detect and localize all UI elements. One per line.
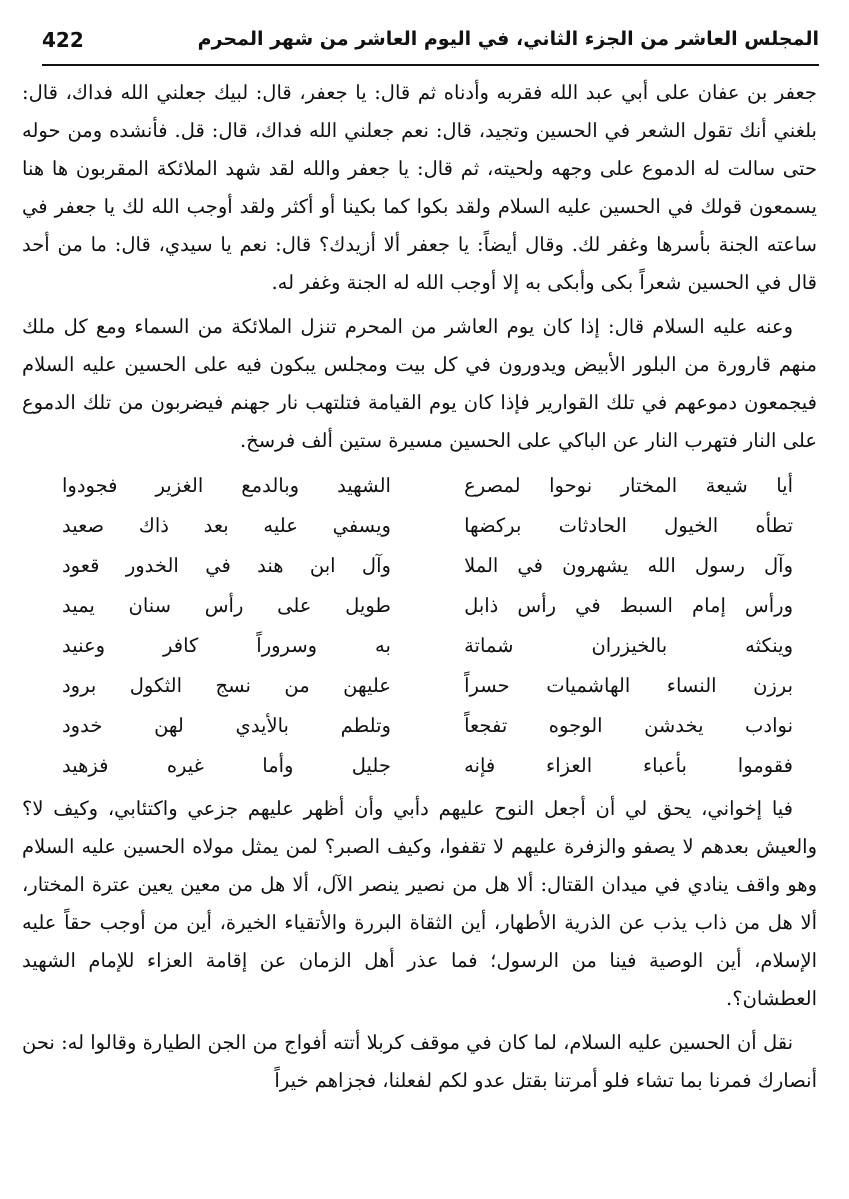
page-body	[22, 74, 817, 1106]
poem-verse	[62, 506, 793, 546]
poem-verse	[62, 586, 793, 626]
poem-verse	[62, 666, 793, 706]
verse-first-hemistich: نوادب يخدشن الوجوه تفجعاً	[464, 714, 793, 737]
poem-verse	[62, 546, 793, 586]
verse-first-hemistich: فقوموا بأعباء العزاء فإنه	[464, 754, 793, 777]
verse-first-hemistich: أيا شيعة المختار نوحوا لمصرع	[464, 474, 793, 497]
verse-second-hemistich: به وسروراً كافر وعنيد	[62, 634, 391, 657]
paragraph: جعفر بن عفان على أبي عبد الله فقربه وأدناه ثم قال: يا جعفر، قال: لبيك جعلني الله فداك، قال: بلغني أنك تقول الشعر في الحسين وتجيد، قال: نعم جعلني الله فداك، قال: قل. فأنشده ومن حوله حتى سالت له الدموع على وجهه ولحيته، ثم قال: يا جعفر والله لقد شهد الملائكة المقربون ها هنا يسمعون قولك في الحسين عليه السلام ولقد بكوا كما بكينا أو أكثر ولقد أوجب الله لك يا جعفر في ساعته الجنة بأسرها وغفر لك. وقال أيضاً: يا جعفر ألا أزيدك؟ قال: نعم يا سيدي، قال: ما من أحد قال في الحسين شعراً بكى وأبكى به إلا أوجب الله له الجنة وغفر له.	[22, 81, 817, 294]
verse-first-hemistich: وينكثه بالخيزران شماتة	[464, 634, 793, 657]
verse-second-hemistich: طويل على رأس سنان يميد	[62, 594, 391, 617]
poem-verse	[62, 746, 793, 786]
running-header-title: المجلس العاشر من الجزء الثاني، في اليوم العاشر من شهر المحرم	[197, 28, 819, 50]
verse-second-hemistich: ويسفي عليه بعد ذاك صعيد	[62, 514, 391, 537]
paragraph: فيا إخواني، يحق لي أن أجعل النوح عليهم دأبي وأن أظهر عليهم جزعي واكتئابي، وكيف لا؟ والعيش بعدهم لا يصفو والزفرة عليهم لا تقفوا، وكيف الصبر؟ لمن يمثل مولاه الحسين عليه السلام وهو واقف ينادي في ميدان القتال: ألا هل من نصير ينصر الآل، ألا هل من معين يعين عترة المختار، ألا هل من ذاب يذب عن الذرية الأطهار، أين الثقاة البررة والأتقياء الخيرة، أين من أوجب حقاً عليه الإسلام، أين الوصية فينا من الرسول؛ فما عذر أهل الزمان عن إقامة العزاء للإمام الشهيد العطشان؟.	[22, 797, 817, 1010]
verse-second-hemistich: وآل ابن هند في الخدور قعود	[62, 554, 391, 577]
poem-verse	[62, 466, 793, 506]
verse-second-hemistich: جليل وأما غيره فزهيد	[62, 754, 391, 777]
verse-first-hemistich: برزن النساء الهاشميات حسراً	[464, 674, 793, 697]
verse-first-hemistich: تطأه الخيول الحادثات بركضها	[464, 514, 793, 537]
verse-second-hemistich: وتلطم بالأيدي لهن خدود	[62, 714, 391, 737]
poem	[22, 466, 817, 786]
poem-verse	[62, 626, 793, 666]
verse-first-hemistich: وآل رسول الله يشهرون في الملا	[464, 554, 793, 577]
paragraph: وعنه عليه السلام قال: إذا كان يوم العاشر من المحرم تنزل الملائكة من السماء ومع كل ملك منهم قارورة من البلور الأبيض ويدورون في كل بيت ومجلس يبكون فيه على الحسين عليه السلام فيجمعون دموعهم في تلك القوارير فإذا كان يوم القيامة فتلتهب نار جهنم فيضربون من تلك الدموع على النار فتهرب النار عن الباكي على الحسين مسيرة ستين ألف فرسخ.	[22, 315, 817, 452]
page-number: 422	[42, 28, 84, 52]
verse-second-hemistich: عليهن من نسج الثكول برود	[62, 674, 391, 697]
verse-second-hemistich: الشهيد وبالدمع الغزير فجودوا	[62, 474, 391, 497]
running-header	[42, 24, 819, 66]
poem-verse	[62, 706, 793, 746]
verse-first-hemistich: ورأس إمام السبط في رأس ذابل	[464, 594, 793, 617]
paragraph: نقل أن الحسين عليه السلام، لما كان في موقف كربلا أتته أفواج من الجن الطيارة وقالوا له: نحن أنصارك فمرنا بما تشاء فلو أمرتنا بقتل عدو لكم لفعلنا، فجزاهم خيراً	[22, 1031, 817, 1092]
